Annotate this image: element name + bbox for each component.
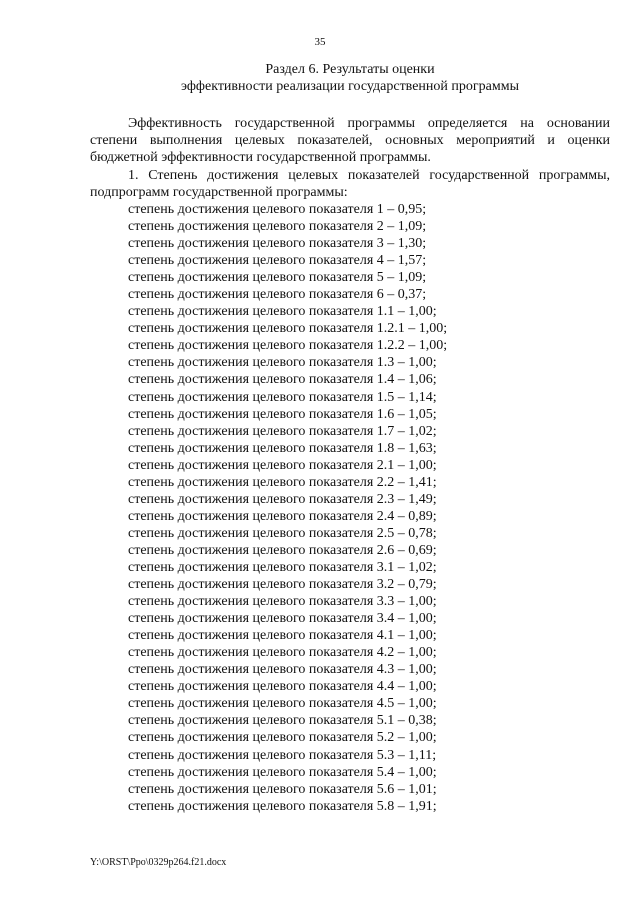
list-item: степень достижения целевого показателя 4.5 – 1,00;	[128, 696, 437, 712]
list-item: степень достижения целевого показателя 2.2 – 1,41;	[128, 474, 437, 490]
list-item: степень достижения целевого показателя 3.1 – 1,02;	[128, 559, 437, 575]
section-title	[90, 61, 610, 95]
list-item: степень достижения целевого показателя 5.3 – 1,11;	[128, 747, 437, 763]
point-1-line-1: 1. Степень достижения целевых показателей государственной программы,	[128, 168, 610, 183]
intro-line-1: Эффективность государственной программы определяется на основании	[128, 116, 610, 131]
list-item: степень достижения целевого показателя 5.4 – 1,00;	[128, 764, 437, 780]
list-item: степень достижения целевого показателя 4.2 – 1,00;	[128, 645, 437, 661]
list-item: степень достижения целевого показателя 1.2.1 – 1,00;	[128, 321, 448, 337]
list-item: степень достижения целевого показателя 3.3 – 1,00;	[128, 594, 437, 610]
list-item: степень достижения целевого показателя 4.3 – 1,00;	[128, 662, 437, 678]
section-title-line-2: эффективности реализации государственной программы	[181, 79, 519, 94]
list-item: степень достижения целевого показателя 2.5 – 0,78;	[128, 525, 437, 541]
list-item: степень достижения целевого показателя 4 – 1,57;	[128, 253, 427, 269]
page-number: 35	[314, 36, 326, 48]
list-item: степень достижения целевого показателя 2.1 – 1,00;	[128, 457, 437, 473]
indicator-list	[128, 201, 447, 815]
list-item: степень достижения целевого показателя 1.5 – 1,14;	[128, 389, 437, 405]
list-item: степень достижения целевого показателя 2.6 – 0,69;	[128, 542, 437, 558]
list-item: степень достижения целевого показателя 3.2 – 0,79;	[128, 577, 437, 593]
footer-file-path: Y:\ORST\Ppo\0329p264.f21.docx	[90, 857, 227, 868]
list-item: степень достижения целевого показателя 3 – 1,30;	[128, 236, 427, 252]
intro-line-3: бюджетной эффективности государственной программы.	[90, 150, 431, 165]
list-item: степень достижения целевого показателя 4.1 – 1,00;	[128, 628, 437, 644]
intro-paragraph	[90, 115, 610, 166]
list-item: степень достижения целевого показателя 5.1 – 0,38;	[128, 713, 437, 729]
intro-line-2: степени выполнения целевых показателей, основных мероприятий и оценки	[90, 133, 610, 148]
list-item: степень достижения целевого показателя 1.3 – 1,00;	[128, 355, 437, 371]
list-item: степень достижения целевого показателя 4.4 – 1,00;	[128, 679, 437, 695]
list-item: степень достижения целевого показателя 1.6 – 1,05;	[128, 406, 437, 422]
list-item: степень достижения целевого показателя 1.1 – 1,00;	[128, 304, 437, 320]
point-1-line-2: подпрограмм государственной программы:	[90, 185, 348, 200]
list-item: степень достижения целевого показателя 3.4 – 1,00;	[128, 611, 437, 627]
list-item: степень достижения целевого показателя 2.4 – 0,89;	[128, 508, 437, 524]
list-item: степень достижения целевого показателя 1.2.2 – 1,00;	[128, 338, 448, 354]
list-item: степень достижения целевого показателя 1 – 0,95;	[128, 202, 427, 217]
list-item: степень достижения целевого показателя 1.7 – 1,02;	[128, 423, 437, 439]
list-item: степень достижения целевого показателя 2.3 – 1,49;	[128, 491, 437, 507]
list-item: степень достижения целевого показателя 1.8 – 1,63;	[128, 440, 437, 456]
list-item: степень достижения целевого показателя 5.2 – 1,00;	[128, 730, 437, 746]
list-item: степень достижения целевого показателя 6 – 0,37;	[128, 287, 427, 303]
list-item: степень достижения целевого показателя 5.8 – 1,91;	[128, 798, 437, 814]
list-item: степень достижения целевого показателя 5 – 1,09;	[128, 270, 427, 286]
list-item: степень достижения целевого показателя 2 – 1,09;	[128, 219, 427, 235]
point-1-paragraph	[90, 167, 610, 201]
section-title-line-1: Раздел 6. Результаты оценки	[265, 62, 435, 77]
list-item: степень достижения целевого показателя 1.4 – 1,06;	[128, 372, 437, 388]
list-item: степень достижения целевого показателя 5.6 – 1,01;	[128, 781, 437, 797]
